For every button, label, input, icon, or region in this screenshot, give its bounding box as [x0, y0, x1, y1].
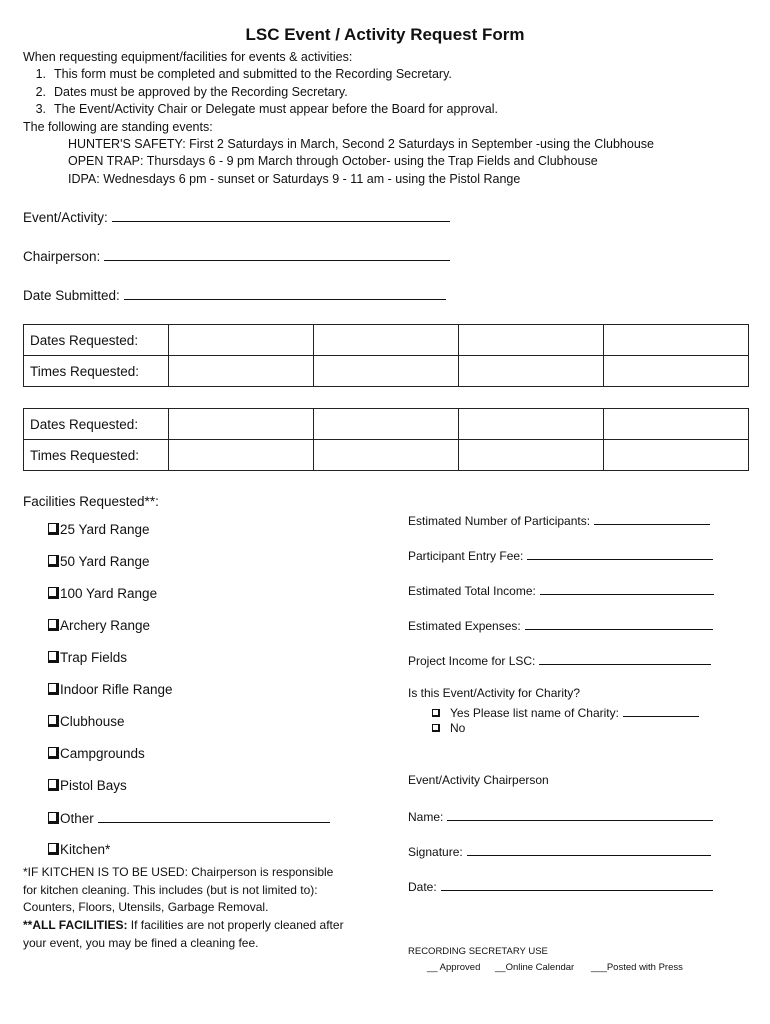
table-cell[interactable]	[169, 409, 314, 440]
date-submitted-line[interactable]	[124, 287, 446, 300]
entry-fee-label: Participant Entry Fee:	[408, 549, 524, 563]
table-cell[interactable]	[459, 409, 604, 440]
rule-text: The Event/Activity Chair or Delegate must appear before the Board for approval.	[54, 102, 498, 116]
date-submitted-field[interactable]	[23, 287, 446, 303]
checkbox-icon[interactable]	[48, 523, 59, 535]
page-title: LSC Event / Activity Request Form	[245, 25, 525, 44]
times-row	[24, 356, 749, 387]
facility-clubhouse[interactable]	[48, 714, 125, 729]
total-income-label: Estimated Total Income:	[408, 584, 536, 598]
expenses-line[interactable]	[525, 617, 713, 630]
facility-label: Kitchen*	[60, 842, 111, 857]
rule-number: 2.	[35, 85, 46, 99]
checkbox-icon[interactable]	[432, 709, 440, 717]
facility-label: Other	[60, 811, 94, 826]
table-cell[interactable]	[459, 440, 604, 471]
charity-yes-label: Yes Please list name of Charity:	[450, 706, 619, 720]
chair-signature-line[interactable]	[467, 843, 711, 856]
request-table-1	[23, 324, 749, 387]
all-facilities-text: If facilities are not properly cleaned after	[127, 918, 344, 932]
table-cell[interactable]	[314, 325, 459, 356]
checkbox-icon[interactable]	[48, 843, 59, 855]
other-facility-line[interactable]	[98, 810, 330, 823]
facility-label: Pistol Bays	[60, 778, 127, 793]
secretary-heading: RECORDING SECRETARY USE	[408, 946, 548, 957]
standing-event: IDPA: Wednesdays 6 pm - sunset or Saturdays 9 - 11 am - using the Pistol Range	[68, 172, 521, 186]
project-income-field[interactable]	[408, 652, 711, 668]
participants-line[interactable]	[594, 512, 710, 525]
facility-label: Campgrounds	[60, 746, 145, 761]
rule-number: 3.	[35, 102, 46, 116]
charity-name-line[interactable]	[623, 704, 699, 717]
table-cell[interactable]	[314, 356, 459, 387]
table-cell[interactable]	[459, 356, 604, 387]
checkbox-icon[interactable]	[48, 779, 59, 791]
chairperson-field[interactable]	[23, 248, 450, 264]
chair-section-heading: Event/Activity Chairperson	[408, 773, 549, 787]
facility-pistol-bays[interactable]	[48, 778, 127, 793]
facility-label: 100 Yard Range	[60, 586, 158, 601]
table-cell[interactable]	[459, 325, 604, 356]
facility-indoor-rifle-range[interactable]	[48, 682, 173, 697]
facility-label: 50 Yard Range	[60, 554, 150, 569]
secretary-online-calendar[interactable]: __Online Calendar	[495, 962, 575, 973]
dates-requested-label: Dates Requested:	[24, 409, 169, 440]
charity-no-option[interactable]	[432, 721, 465, 735]
facility-100-yard-range[interactable]	[48, 586, 157, 601]
facility-other[interactable]	[48, 810, 330, 826]
table-cell[interactable]	[169, 325, 314, 356]
dates-requested-label: Dates Requested:	[24, 325, 169, 356]
facility-archery-range[interactable]	[48, 618, 150, 633]
chair-date-line[interactable]	[441, 878, 713, 891]
times-row	[24, 440, 749, 471]
participants-label: Estimated Number of Participants:	[408, 514, 591, 528]
event-activity-label: Event/Activity:	[23, 210, 108, 225]
chairperson-label: Chairperson:	[23, 249, 101, 264]
kitchen-note-line: *IF KITCHEN IS TO BE USED: Chairperson is responsible	[23, 865, 334, 879]
standing-event: HUNTER'S SAFETY: First 2 Saturdays in March, Second 2 Saturdays in September -using the Clubhouse	[68, 137, 654, 151]
checkbox-icon[interactable]	[48, 587, 59, 599]
standing-event: OPEN TRAP: Thursdays 6 - 9 pm March through October- using the Trap Fields and Clubhouse	[68, 154, 598, 168]
standing-heading: The following are standing events:	[23, 120, 213, 134]
facilities-heading: Facilities Requested**:	[23, 494, 159, 509]
all-facilities-bold: **ALL FACILITIES:	[23, 918, 128, 932]
facility-50-yard-range[interactable]	[48, 554, 150, 569]
checkbox-icon[interactable]	[48, 812, 59, 824]
participants-field[interactable]	[408, 512, 710, 528]
total-income-field[interactable]	[408, 582, 714, 598]
times-requested-label: Times Requested:	[24, 440, 169, 471]
times-requested-label: Times Requested:	[24, 356, 169, 387]
expenses-field[interactable]	[408, 617, 713, 633]
entry-fee-field[interactable]	[408, 547, 713, 563]
chair-signature-label: Signature:	[408, 845, 463, 859]
checkbox-icon[interactable]	[48, 651, 59, 663]
secretary-posted-press[interactable]: ___Posted with Press	[591, 962, 683, 973]
checkbox-icon[interactable]	[48, 715, 59, 727]
rule-text: Dates must be approved by the Recording Secretary.	[54, 85, 348, 99]
facility-25-yard-range[interactable]	[48, 522, 150, 537]
checkbox-icon[interactable]	[48, 555, 59, 567]
chair-signature-field[interactable]	[408, 843, 711, 859]
chair-date-label: Date:	[408, 880, 437, 894]
facility-trap-fields[interactable]	[48, 650, 127, 665]
request-table-2	[23, 408, 749, 471]
chair-name-label: Name:	[408, 810, 444, 824]
event-activity-line[interactable]	[112, 209, 450, 222]
facility-campgrounds[interactable]	[48, 746, 145, 761]
chair-name-field[interactable]	[408, 808, 713, 824]
table-cell[interactable]	[314, 409, 459, 440]
charity-question: Is this Event/Activity for Charity?	[408, 686, 581, 700]
intro-text: When requesting equipment/facilities for events & activities:	[23, 50, 353, 64]
event-activity-field[interactable]	[23, 209, 450, 225]
table-cell[interactable]	[314, 440, 459, 471]
project-income-label: Project Income for LSC:	[408, 654, 536, 668]
kitchen-note-line: Counters, Floors, Utensils, Garbage Removal.	[23, 900, 269, 914]
facility-label: Clubhouse	[60, 714, 125, 729]
chair-date-field[interactable]	[408, 878, 713, 894]
charity-no-label: No	[450, 721, 466, 735]
rule-number: 1.	[35, 67, 46, 81]
all-facilities-note-line2: your event, you may be fined a cleaning fee.	[23, 936, 259, 950]
table-cell[interactable]	[604, 440, 749, 471]
facility-label: Trap Fields	[60, 650, 128, 665]
dates-row	[24, 409, 749, 440]
checkbox-icon[interactable]	[48, 747, 59, 759]
facility-kitchen[interactable]	[48, 842, 110, 857]
facility-label: Indoor Rifle Range	[60, 682, 173, 697]
facility-label: 25 Yard Range	[60, 522, 150, 537]
charity-yes-option[interactable]	[432, 704, 699, 720]
table-cell[interactable]	[169, 356, 314, 387]
project-income-line[interactable]	[539, 652, 711, 665]
table-cell[interactable]	[604, 356, 749, 387]
rule-item	[32, 102, 498, 116]
checkbox-icon[interactable]	[432, 724, 440, 732]
total-income-line[interactable]	[540, 582, 714, 595]
table-cell[interactable]	[604, 325, 749, 356]
facility-label: Archery Range	[60, 618, 151, 633]
all-facilities-note	[23, 918, 344, 932]
rule-text: This form must be completed and submitted to the Recording Secretary.	[54, 67, 452, 81]
secretary-approved[interactable]: __ Approved	[427, 962, 481, 973]
rule-item	[32, 85, 348, 99]
kitchen-note-line: for kitchen cleaning. This includes (but is not limited to):	[23, 883, 318, 897]
checkbox-icon[interactable]	[48, 619, 59, 631]
table-cell[interactable]	[604, 409, 749, 440]
entry-fee-line[interactable]	[527, 547, 713, 560]
checkbox-icon[interactable]	[48, 683, 59, 695]
chair-name-line[interactable]	[447, 808, 713, 821]
chairperson-line[interactable]	[104, 248, 450, 261]
table-cell[interactable]	[169, 440, 314, 471]
dates-row	[24, 325, 749, 356]
rule-item	[32, 67, 452, 81]
date-submitted-label: Date Submitted:	[23, 288, 120, 303]
expenses-label: Estimated Expenses:	[408, 619, 521, 633]
